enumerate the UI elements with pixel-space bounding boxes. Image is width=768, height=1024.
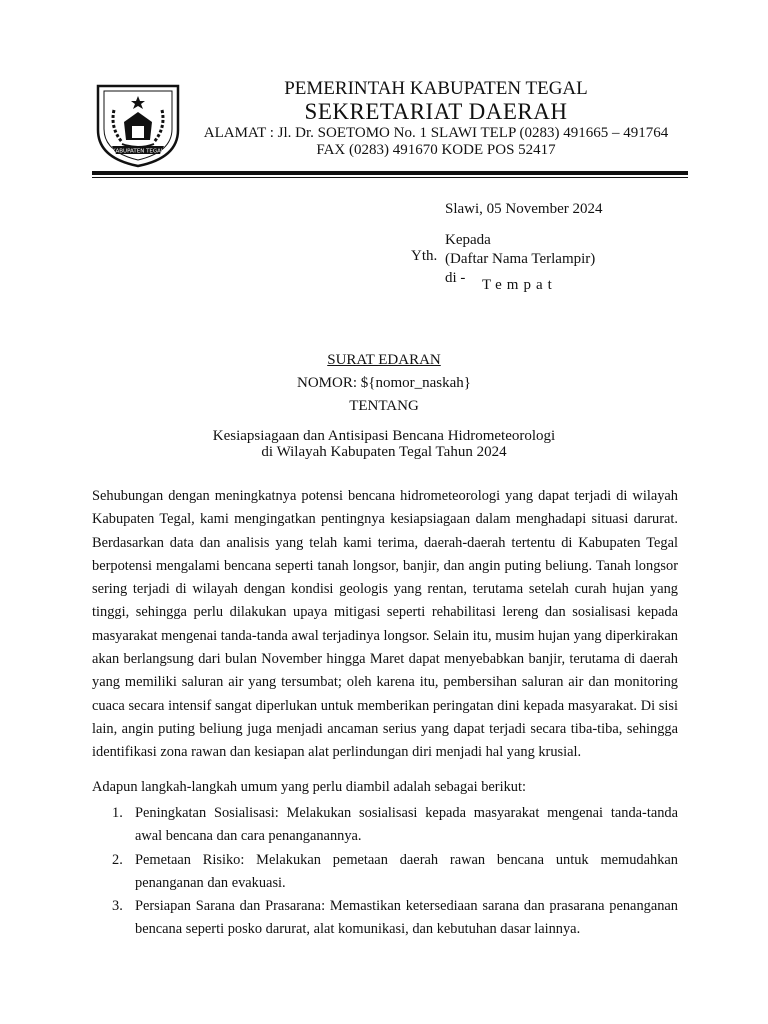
list-item	[92, 895, 678, 942]
salutation: Yth.	[411, 248, 438, 264]
recipient-place: Tempat	[482, 277, 557, 293]
list-item	[92, 849, 678, 896]
list-item-text: Persiapan Sarana dan Prasarana: Memastikan ketersediaan sarana dan prasarana penanganan bencana seperti posko darurat, alat komunikasi, dan kebutuhan dasar lainnya.	[135, 898, 678, 938]
list-item-number: 2.	[112, 851, 123, 868]
recipient-at: di -	[445, 270, 466, 286]
recipient-to: Kepada	[445, 232, 491, 248]
subject-line-1: Kesiapsiagaan dan Antisipasi Bencana Hidrometeorologi	[212, 428, 556, 444]
office-contact: FAX (0283) 491670 KODE POS 52417	[316, 141, 556, 158]
letterhead-divider-thin	[92, 177, 688, 178]
letterhead	[190, 78, 682, 159]
list-item	[92, 802, 678, 849]
document-number: NOMOR: ${nomor_naskah}	[297, 375, 471, 391]
list-item-text: Peningkatan Sosialisasi: Melakukan sosialisasi kepada masyarakat mengenai tanda-tanda awal bencana dan cara penanganannya.	[135, 805, 678, 845]
letter-date: Slawi, 05 November 2024	[445, 201, 603, 217]
letterhead-divider-thick	[92, 171, 688, 175]
subject-line-2: di Wilayah Kabupaten Tegal Tahun 2024	[261, 444, 507, 460]
body-paragraph: Sehubungan dengan meningkatnya potensi bencana hidrometeorologi yang dapat terjadi di wilayah Kabupaten Tegal, kami mengingatkan pentingnya kesiapsiagaan dalam menghadapi situasi darurat. Berdasarkan data dan analisis yang telah kami terima, daerah-daerah tertentu di Kabupaten Tegal berpotensi mengalami bencana seperti tanah longsor, banjir, dan angin puting beliung. Tanah longsor sering terjadi di wilayah dengan kondisi geologis yang rentan, terutama setelah curah hujan yang tinggi, sehingga perlu dilakukan upaya mitigasi seperti rehabilitasi lereng dan sosialisasi kepada masyarakat mengenai tanda-tanda awal terjadinya longsor. Selain itu, musim hujan yang diperkirakan akan berlangsung dari bulan November hingga Maret dapat menyebabkan banjir, terutama di daerah yang memiliki saluran air yang tersumbat; oleh karena itu, pembersihan saluran air dan monitoring cuaca secara intensif sangat diperlukan untuk memberikan peringatan dini kepada masyarakat. Di sisi lain, angin puting beliung juga menjadi ancaman serius yang dapat terjadi secara tiba-tiba, sehingga identifikasi zona rawan dan kesiapan alat perlindungan diri menjadi hal yang krusial.	[92, 488, 678, 761]
office-name: SEKRETARIAT DAERAH	[304, 99, 568, 125]
steps-intro: Adapun langkah-langkah umum yang perlu diambil adalah sebagai berikut:	[92, 779, 526, 795]
document-type: SURAT EDARAN	[327, 352, 441, 368]
office-address: ALAMAT : Jl. Dr. SOETOMO No. 1 SLAWI TELP (0283) 491665 – 491764	[203, 125, 669, 142]
regency-emblem-logo	[92, 80, 184, 170]
government-name: PEMERINTAH KABUPATEN TEGAL	[284, 78, 588, 99]
document-subject	[0, 428, 768, 460]
list-item-text: Pemetaan Risiko: Melakukan pemetaan daerah rawan bencana untuk memudahkan penanganan dan evakuasi.	[135, 851, 678, 891]
document-about: TENTANG	[349, 398, 419, 414]
list-item-number: 3.	[112, 898, 123, 915]
recipient-name: (Daftar Nama Terlampir)	[445, 251, 596, 267]
list-item-number: 1.	[112, 805, 123, 821]
steps-list	[92, 802, 678, 942]
logo-ribbon-text: KABUPATEN TEGAL	[112, 148, 164, 155]
